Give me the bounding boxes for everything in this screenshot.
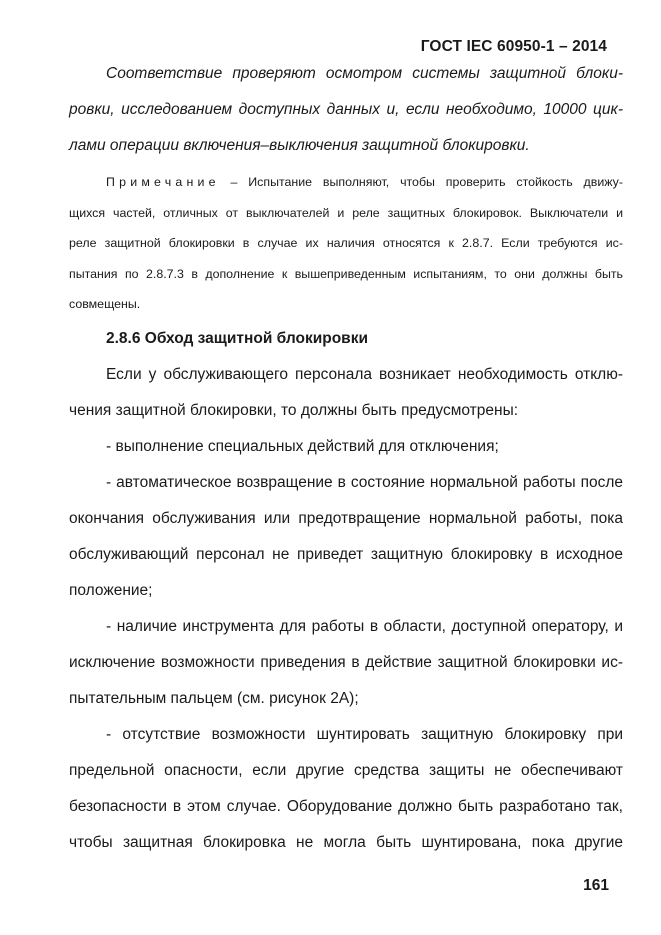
text-line: обслуживающий персонал не приведет защитную блокировку в исходное (69, 545, 623, 563)
text-line: Соответствие проверяют осмотром системы защитной блоки- (106, 65, 623, 82)
text-line: чения защитной блокировки, то должны быть предусмотрены: (69, 401, 519, 419)
page-body (69, 56, 623, 861)
text-line: реле защитной блокировки в случае их наличия относятся к 2.8.7. Если требуются ис- (69, 236, 623, 250)
text-line: Если у обслуживающего персонала возникает необходимость отклю- (106, 365, 623, 383)
page-number: 161 (583, 877, 609, 894)
text-line: окончания обслуживания или предотвращение нормальной работы, пока (69, 509, 623, 527)
text-line: - автоматическое возвращение в состояние нормальной работы после (106, 473, 623, 491)
text-line: - отсутствие возможности шунтировать защитную блокировку при (106, 725, 623, 743)
text-line: ровки, исследованием доступных данных и, если необходимо, 10000 цик- (69, 101, 623, 118)
text-line: чтобы защитная блокировка не могла быть шунтирована, пока другие (69, 833, 623, 851)
list-item (69, 429, 623, 465)
note-paragraph (69, 167, 623, 320)
note-label: Примечание (106, 175, 220, 189)
text-line: исключение возможности приведения в действие защитной блокировки ис- (69, 653, 623, 671)
intro-paragraph (69, 357, 623, 429)
section-heading: 2.8.6 Обход защитной блокировки (106, 329, 368, 347)
text-line: лами операции включения–выключения защитной блокировки. (69, 137, 530, 154)
text-line: щихся частей, отличных от выключателей и реле защитных блокировок. Выключатели и (69, 205, 623, 220)
text-line: положение; (69, 581, 153, 599)
list-item (69, 717, 623, 861)
text-line: - выполнение специальных действий для отключения; (106, 437, 499, 455)
text-line (69, 167, 623, 198)
compliance-paragraph (69, 56, 623, 164)
text-line: совмещены. (69, 297, 141, 311)
text-line: предельной опасности, если другие средства защиты не обеспечивают (69, 761, 623, 779)
text-line: - наличие инструмента для работы в области, доступной оператору, и (106, 617, 623, 635)
note-first-line-text: – Испытание выполняют, чтобы проверить стойкость движу- (219, 175, 623, 189)
list-item (69, 465, 623, 609)
standard-header: ГОСТ IEC 60950-1 – 2014 (420, 38, 607, 55)
text-line: пытательным пальцем (см. рисунок 2А); (69, 689, 359, 707)
list-item (69, 609, 623, 717)
text-line: пытания по 2.8.7.3 в дополнение к вышеприведенным испытаниям, то они должны быть (69, 266, 623, 281)
text-line: безопасности в этом случае. Оборудование должно быть разработано так, (69, 797, 623, 815)
